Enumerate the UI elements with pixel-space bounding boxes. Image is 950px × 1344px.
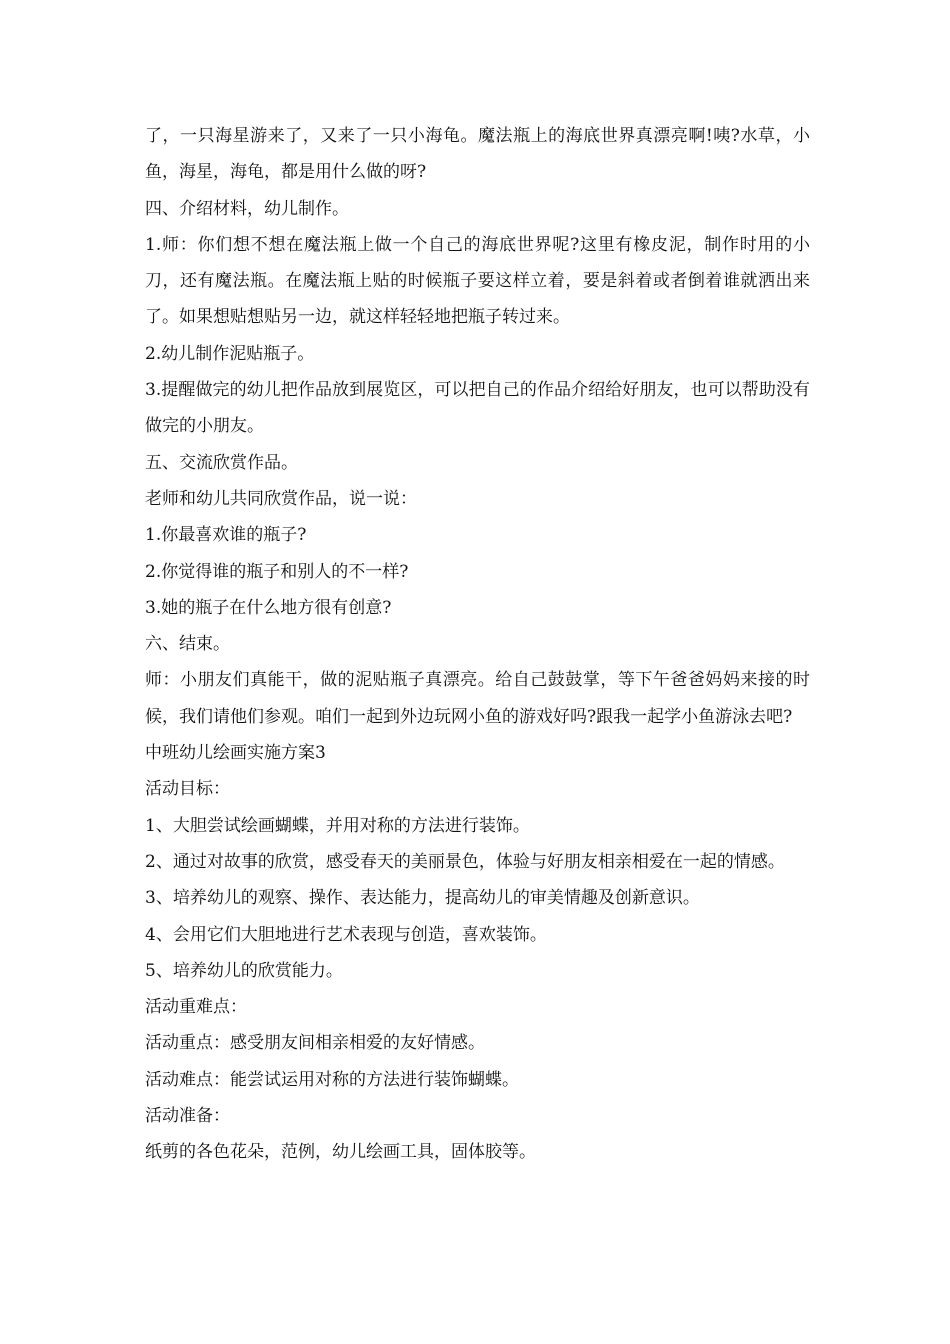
paragraph: 活动难点：能尝试运用对称的方法进行装饰蝴蝶。 <box>145 1069 519 1090</box>
paragraph: 1.师：你们想不想在魔法瓶上做一个自己的海底世界呢?这里有橡皮泥，制作时用的小刀，还有魔法瓶。在魔法瓶上贴的时候瓶子要这样立着，要是斜着或者倒着谁就洒出来了。如果想贴想贴另一边，就这样轻轻地把瓶子转过来。 <box>145 234 810 328</box>
list-item: 1、大胆尝试绘画蝴蝶，并用对称的方法进行装饰。 <box>145 815 530 836</box>
document-title: 中班幼儿绘画实施方案3 <box>145 743 326 764</box>
list-item: 5、培养幼儿的欣赏能力。 <box>145 960 343 981</box>
paragraph: 3.提醒做完的幼儿把作品放到展览区，可以把自己的作品介绍给好朋友，也可以帮助没有做完的小朋友。 <box>145 380 810 437</box>
paragraph: 2.幼儿制作泥贴瓶子。 <box>145 343 315 364</box>
section-heading: 活动目标： <box>145 779 230 800</box>
list-item: 3、培养幼儿的观察、操作、表达能力，提高幼儿的审美情趣及创新意识。 <box>145 888 700 909</box>
section-heading: 五、交流欣赏作品。 <box>145 452 298 473</box>
section-heading: 六、结束。 <box>145 634 230 655</box>
paragraph: 师：小朋友们真能干，做的泥贴瓶子真漂亮。给自己鼓鼓掌，等下午爸爸妈妈来接的时候，我们请他们参观。咱们一起到外边玩网小鱼的游戏好吗?跟我一起学小鱼游泳去吧? <box>145 670 810 727</box>
document-body <box>145 118 810 1171</box>
paragraph: 活动重点：感受朋友间相亲相爱的友好情感。 <box>145 1033 485 1054</box>
list-item: 2、通过对故事的欣赏，感受春天的美丽景色，体验与好朋友相亲相爱在一起的情感。 <box>145 851 785 872</box>
paragraph: 老师和幼儿共同欣赏作品，说一说： <box>145 488 417 509</box>
section-heading: 活动准备： <box>145 1106 230 1127</box>
section-heading: 四、介绍材料，幼儿制作。 <box>145 198 349 219</box>
list-item: 3.她的瓶子在什么地方很有创意? <box>145 597 392 618</box>
list-item: 2.你觉得谁的瓶子和别人的不一样? <box>145 561 409 582</box>
list-item: 1.你最喜欢谁的瓶子? <box>145 525 307 546</box>
paragraph: 了，一只海星游来了，又来了一只小海龟。魔法瓶上的海底世界真漂亮啊!咦?水草，小鱼，海星，海龟，都是用什么做的呀? <box>145 126 810 183</box>
paragraph: 纸剪的各色花朵，范例，幼儿绘画工具，固体胶等。 <box>145 1142 536 1163</box>
list-item: 4、会用它们大胆地进行艺术表现与创造，喜欢装饰。 <box>145 924 547 945</box>
section-heading: 活动重难点： <box>145 997 247 1018</box>
